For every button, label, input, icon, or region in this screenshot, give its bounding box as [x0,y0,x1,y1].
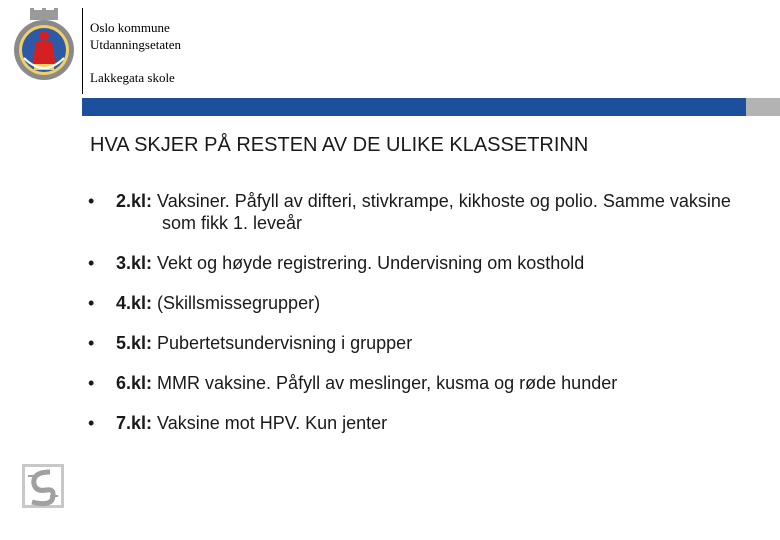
grade-label: 4.kl: [116,293,153,313]
grade-label: 3.kl: [116,253,153,273]
school-name: Lakkegata skole [90,70,175,85]
bullet-dot-icon: • [88,191,95,211]
bullet-text: Vaksiner. Påfyll av difteri, stivkrampe, kikhoste og polio. Samme vaksine som fikk 1. leveår [152,191,731,233]
bullet-item [88,252,768,274]
bullet-item [88,292,768,314]
bullet-text: (Skillsmissegrupper) [152,293,321,313]
bullet-list [88,190,768,452]
grade-label: 6.kl: [116,373,153,393]
bullet-dot-icon: • [88,413,95,433]
bullet-text: Vekt og høyde registrering. Undervisning om kosthold [152,253,585,273]
oslo-symbol-icon [22,464,64,508]
bullet-item [88,332,768,354]
oslo-coat-of-arms-icon [12,8,76,86]
bullet-dot-icon: • [88,293,95,313]
bullet-dot-icon: • [88,333,95,353]
bullet-item [88,412,768,434]
bullet-text: Vaksine mot HPV. Kun jenter [152,413,388,433]
bullet-text: Pubertetsundervisning i grupper [152,333,413,353]
header-bar-end [746,98,780,116]
bullet-text: MMR vaksine. Påfyll av meslinger, kusma og røde hunder [152,373,618,393]
header-divider [82,8,83,94]
header-bar [82,98,746,116]
org-name: Oslo kommune [90,20,170,35]
unit-name: Utdanningsetaten [90,37,181,52]
grade-label: 5.kl: [116,333,153,353]
grade-label: 2.kl: [116,191,153,211]
bullet-dot-icon: • [88,253,95,273]
grade-label: 7.kl: [116,413,153,433]
bullet-item [88,372,768,394]
slide-title: HVA SKJER PÅ RESTEN AV DE ULIKE KLASSETRINN [90,134,589,156]
bullet-item [88,190,768,234]
bullet-dot-icon: • [88,373,95,393]
